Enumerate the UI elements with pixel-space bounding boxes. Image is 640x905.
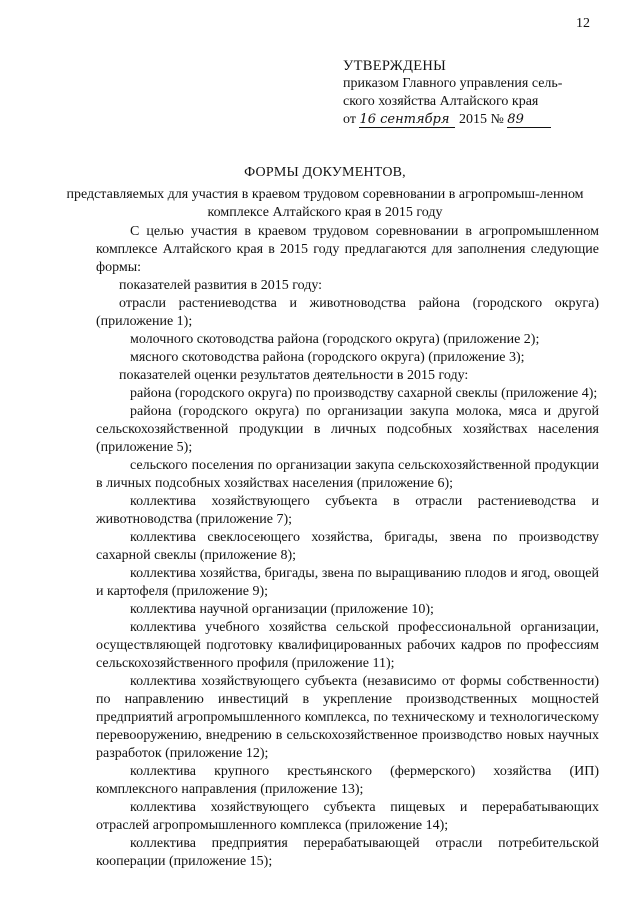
paragraph: показателей развития в 2015 году:	[119, 278, 323, 293]
paragraph: коллектива крупного крестьянского (фермерского) хозяйства (ИП) комплексного направления (приложение 13);	[96, 764, 599, 797]
paragraph: коллектива хозяйства, бригады, звена по выращиванию плодов и ягод, овощей и картофеля (приложение 9);	[96, 566, 599, 599]
paragraph: коллектива учебного хозяйства сельской профессиональной организации, осуществляющей подготовку квалифицированных рабочих кадров по профессиям сельскохозяйственного профиля (приложение 11);	[96, 620, 599, 671]
paragraph: коллектива хозяйствующего субъекта в отрасли растениеводства и животноводства (приложение 7);	[96, 494, 599, 527]
approval-heading: УТВЕРЖДЕНЫ	[343, 58, 447, 74]
document-body	[96, 223, 599, 871]
handwritten-number: 89	[507, 113, 551, 128]
approval-block	[343, 57, 603, 129]
paragraph: коллектива научной организации (приложение 10);	[130, 602, 434, 617]
paragraph: района (городского округа) по организации закупа молока, мяса и другой сельскохозяйственной продукции в личных подсобных хозяйствах населения (приложение 5);	[96, 404, 599, 455]
paragraph: сельского поселения по организации закупа сельскохозяйственной продукции в личных подсобных хозяйствах населения (приложение 6);	[96, 458, 599, 491]
date-prefix: от	[343, 112, 356, 127]
approval-date-line	[343, 111, 603, 129]
paragraph: коллектива хозяйствующего субъекта (независимо от формы собственности) по направлению инвестиций в укрепление производственных мощностей предприятий агропромышленного комплекса, по техническому и технологическому перевооружению, внедрению в сельскохозяйственное производство новых научных разработок (приложение 12);	[96, 674, 599, 761]
paragraph: молочного скотоводства района (городского округа) (приложение 2);	[130, 332, 540, 347]
paragraph: С целью участия в краевом трудовом соревновании в агропромышленном комплексе Алтайского края в 2015 году предлагаются для заполнения следующие формы:	[96, 224, 599, 275]
page-number: 12	[576, 16, 590, 31]
paragraph: района (городского округа) по производству сахарной свеклы (приложение 4);	[130, 386, 598, 401]
paragraph: коллектива хозяйствующего субъекта пищевых и перерабатывающих отраслей агропромышленного комплекса (приложение 14);	[96, 800, 599, 833]
paragraph: коллектива свеклосеющего хозяйства, бригады, звена по производству сахарной свеклы (приложение 8);	[96, 530, 599, 563]
year-label: 2015 №	[458, 112, 504, 127]
paragraph: коллектива предприятия перерабатывающей отрасли потребительской кооперации (приложение 15);	[96, 836, 599, 869]
paragraph: показателей оценки результатов деятельности в 2015 году:	[119, 368, 469, 383]
document-title-block	[60, 164, 590, 222]
document-subtitle: представляемых для участия в краевом трудовом соревновании в агропромыш-ленном комплексе Алтайского края в 2015 году	[66, 187, 584, 220]
paragraph: отрасли растениеводства и животноводства района (городского округа) (приложение 1);	[96, 296, 599, 329]
document-title: ФОРМЫ ДОКУМЕНТОВ,	[244, 165, 406, 180]
paragraph: мясного скотоводства района (городского округа) (приложение 3);	[130, 350, 525, 365]
approval-line-2: ского хозяйства Алтайского края	[343, 94, 539, 109]
handwritten-date: 16 сентября	[359, 113, 455, 128]
approval-line-1: приказом Главного управления сель-	[343, 76, 563, 91]
